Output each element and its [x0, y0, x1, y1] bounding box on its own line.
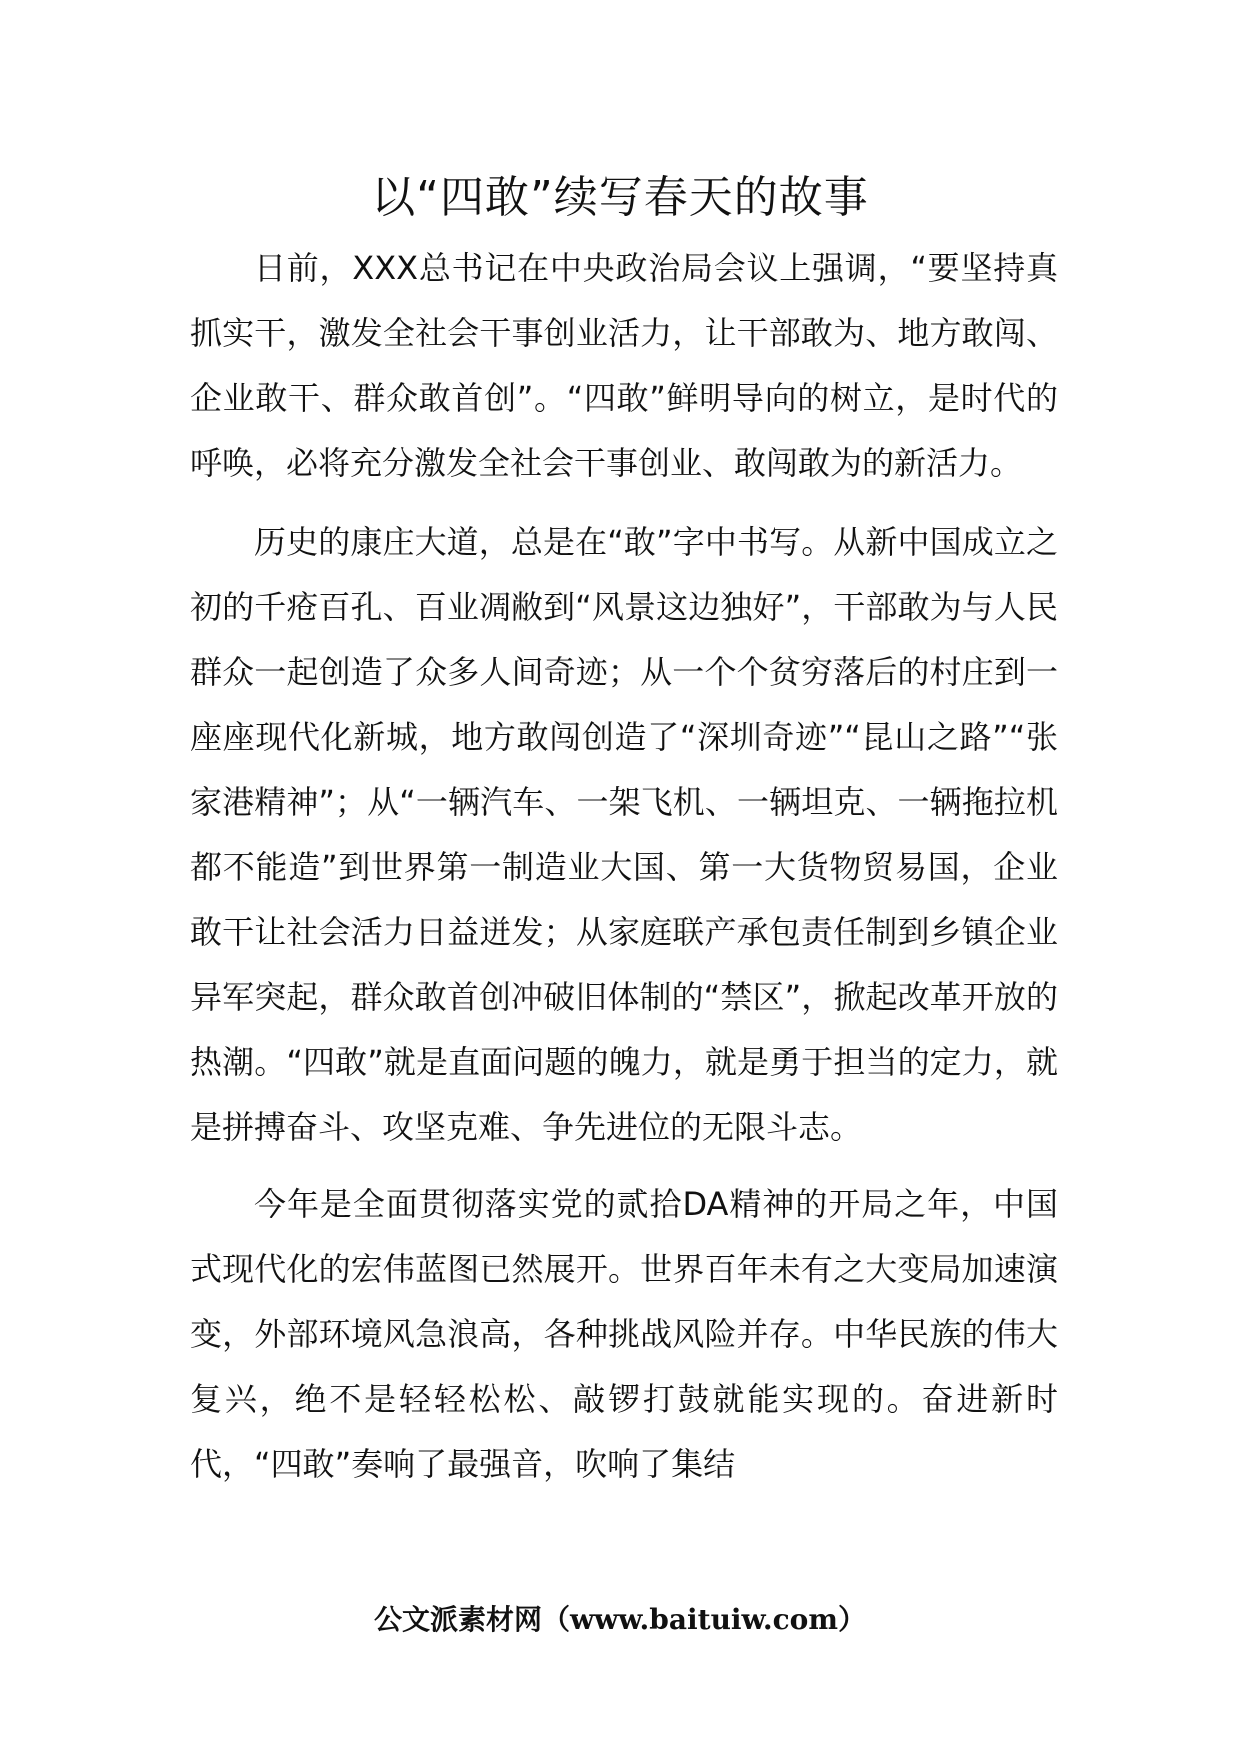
document-title: 以“四敢”续写春天的故事 — [371, 172, 869, 223]
paragraph-3: 今年是全面贯彻落实党的贰拾DA精神的开局之年，中国式现代化的宏伟蓝图已然展开。世界百年未有之大变局加速演变，外部环境风急浪高，各种挑战风险并存。中华民族的伟大复兴，绝不是轻轻松松、敲锣打鼓就能实现的。奋进新时代，“四敢”奏响了最强音，吹响了集结 — [190, 1185, 1058, 1483]
paragraph-2: 历史的康庄大道，总是在“敢”字中书写。从新中国成立之初的千疮百孔、百业凋敝到“风景这边独好”，干部敢为与人民群众一起创造了众多人间奇迹；从一个个贫穷落后的村庄到一座座现代化新城，地方敢闯创造了“深圳奇迹”“昆山之路”“张家港精神”；从“一辆汽车、一架飞机、一辆坦克、一辆拖拉机都不能造”到世界第一制造业大国、第一大货物贸易国，企业敢干让社会活力日益迸发；从家庭联产承包责任制到乡镇企业异军突起，群众敢首创冲破旧体制的“禁区”，掀起改革开放的热潮。“四敢”就是直面问题的魄力，就是勇于担当的定力，就是拼搏奋斗、攻坚克难、争先进位的无限斗志。 — [190, 523, 1058, 1146]
footer-watermark: 公文派素材网（www.baituiw.com） — [374, 1603, 866, 1636]
document-body — [190, 236, 1058, 1497]
paragraph-1: 日前，XXX总书记在中央政治局会议上强调，“要坚持真抓实干，激发全社会干事创业活力，让干部敢为、地方敢闯、企业敢干、群众敢首创”。“四敢”鲜明导向的树立，是时代的呼唤，必将充分激发全社会干事创业、敢闯敢为的新活力。 — [190, 249, 1058, 482]
